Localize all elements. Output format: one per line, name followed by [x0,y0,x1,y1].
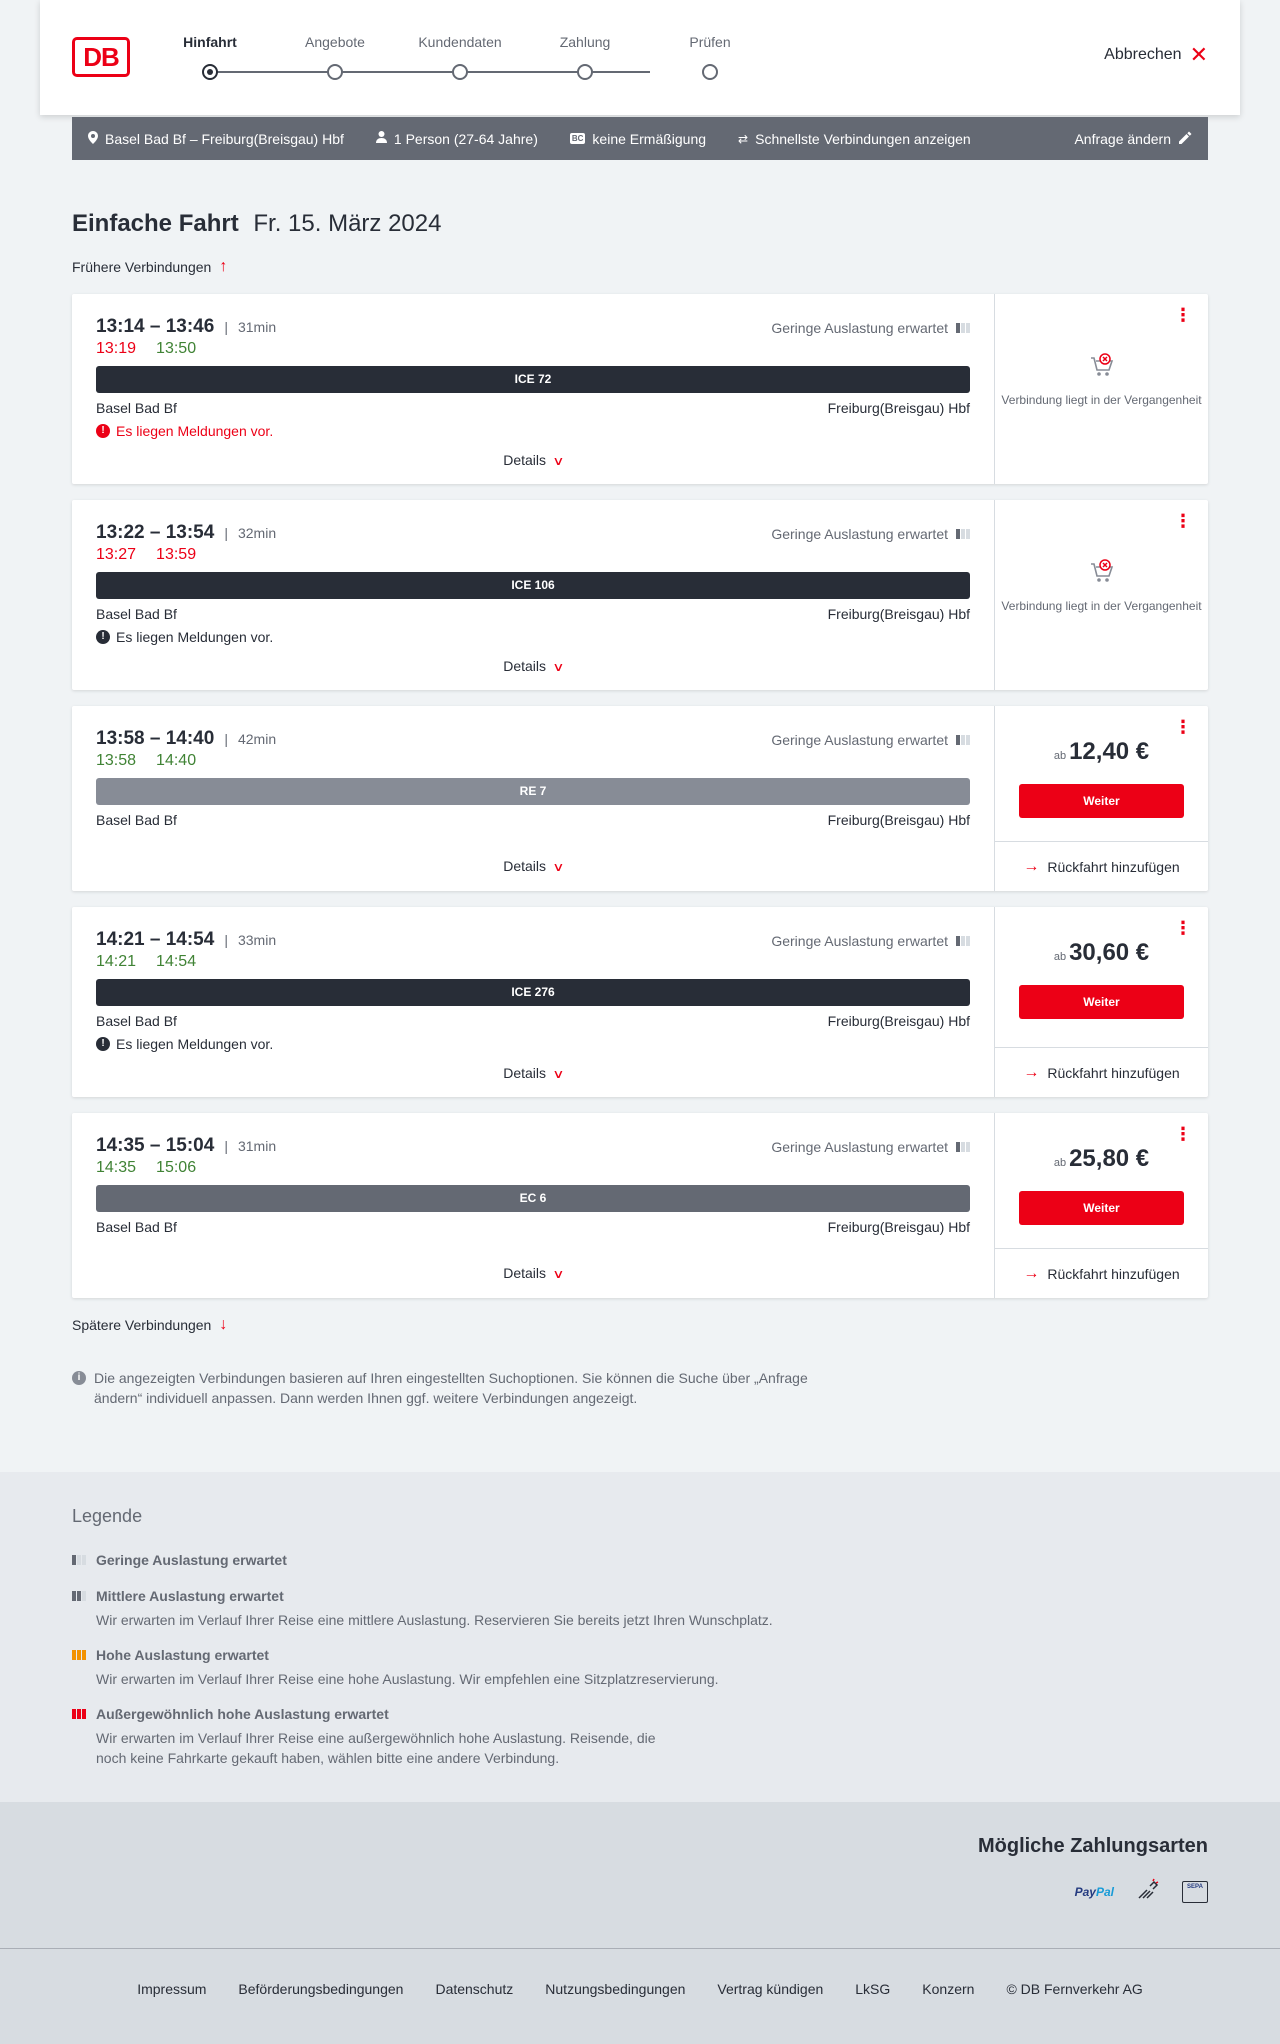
train-bar[interactable]: ICE 276 [96,979,970,1006]
edit-request-label: Anfrage ändern [1074,130,1171,147]
trip-type: Einfache Fahrt [72,210,239,237]
passengers-text: 1 Person (27-64 Jahre) [393,130,538,147]
header [40,0,1240,115]
train-bar[interactable]: ICE 106 [96,572,970,599]
step-label: Kundendaten [418,34,502,50]
bahncard-icon: BC [571,134,584,143]
footer-link-impressum[interactable]: Impressum [137,1981,207,1997]
message-text: Es liegen Meldungen vor. [116,423,274,439]
arrow-right-icon: → [1023,857,1040,875]
step-hinfahrt [160,34,260,80]
offer-panel [994,294,1208,484]
add-return-trip-link[interactable] [995,841,1208,891]
occupancy-text: Geringe Auslastung erwartet [771,933,948,949]
later-label: Spätere Verbindungen [72,1317,212,1333]
realtime-arrival: 13:50 [156,340,197,357]
occupancy-medium-icon [72,1591,86,1601]
close-icon: ✕ [1189,42,1208,67]
duration: 42min [237,731,277,747]
more-options-icon[interactable]: ⋮ [1174,511,1192,531]
occupancy-info [771,1139,970,1155]
train-bar[interactable]: ICE 72 [96,366,970,393]
connection-times: 13:58 – 14:40 | 42min [96,728,277,749]
legend-section [0,1472,1280,1802]
legend-item-medium [72,1588,872,1630]
connection-details[interactable] [72,706,994,891]
legend-item-low [72,1552,872,1568]
credit-card-icon [1136,1878,1160,1905]
realtime-departure: 14:21 [96,953,137,970]
chevron-down-icon: ∨ [552,660,565,674]
continue-button[interactable]: Weiter [1019,784,1184,818]
step-label: Prüfen [689,34,731,50]
planned-times: 14:35 – 15:04 [96,1135,215,1156]
legend-label: Hohe Auslastung erwartet [96,1647,269,1663]
connection-card [72,1113,1208,1298]
paypal-text-1: Pay [1074,1884,1096,1899]
occupancy-info [771,732,970,748]
info-icon: i [72,1371,86,1385]
occupancy-info [771,933,970,949]
legend-description: Wir erwarten im Verlauf Ihrer Reise eine hohe Auslastung. Wir empfehlen eine Sitzplatzreservierung. [96,1671,719,1687]
realtime-departure: 13:19 [96,340,137,357]
origin-station: Basel Bad Bf [96,812,177,828]
origin-station: Basel Bad Bf [96,1219,177,1235]
details-toggle[interactable] [72,658,994,674]
footer-link-vertrag-kuendigen[interactable]: Vertrag kündigen [717,1981,824,1997]
step-dot [452,64,468,80]
realtime-times [96,1159,216,1177]
more-options-icon[interactable]: ⋮ [1174,305,1192,325]
realtime-arrival: 15:06 [156,1159,197,1176]
legend-item-extreme [72,1706,672,1768]
train-bar[interactable]: RE 7 [96,778,970,805]
disruption-message [96,629,273,645]
occupancy-low-icon [956,323,970,333]
continue-button[interactable]: Weiter [1019,985,1184,1019]
origin-station: Basel Bad Bf [96,606,177,622]
step-dot [577,64,593,80]
connection-details[interactable] [72,500,994,690]
occupancy-low-icon [72,1555,86,1565]
price [995,939,1208,967]
legend-item-high [72,1647,872,1689]
occupancy-info [771,526,970,542]
connection-details[interactable] [72,294,994,484]
price-value: 25,80 € [1069,1145,1150,1172]
details-label: Details [503,452,546,468]
alert-icon: ! [96,1037,110,1051]
details-toggle[interactable] [72,1265,994,1281]
payment-icons [1075,1878,1208,1905]
planned-times: 13:22 – 13:54 [96,522,215,543]
duration: 31min [237,319,277,335]
paypal-icon [1075,1885,1114,1899]
occupancy-low-icon [956,936,970,946]
legend-description: Wir erwarten im Verlauf Ihrer Reise eine mittlere Auslastung. Reservieren Sie bereits jetzt Ihren Wunschplatz. [96,1612,773,1628]
search-info-note [72,1368,852,1408]
connection-card [72,500,1208,690]
past-connection-notice [995,558,1208,614]
more-options-icon[interactable]: ⋮ [1174,918,1192,938]
price [995,738,1208,766]
payment-title: Mögliche Zahlungsarten [977,1835,1208,1857]
continue-button[interactable]: Weiter [1019,1191,1184,1225]
step-pruefen [660,34,760,80]
occupancy-low-icon [956,529,970,539]
message-text: Es liegen Meldungen vor. [116,629,274,645]
disruption-message [96,1036,273,1052]
destination-station: Freiburg(Breisgau) Hbf [827,606,970,622]
offer-panel [994,500,1208,690]
copyright: © DB Fernverkehr AG [1006,1981,1143,1997]
alert-icon: ! [96,630,110,644]
edit-request-button[interactable] [1074,131,1192,147]
step-zahlung [535,34,635,80]
occupancy-high-icon [72,1650,86,1660]
location-pin-icon [88,131,98,147]
arrow-right-icon: → [1023,1063,1040,1081]
route-text: Basel Bad Bf – Freiburg(Breisgau) Hbf [105,130,344,147]
details-label: Details [503,1065,546,1081]
trip-date: Fr. 15. März 2024 [253,210,442,237]
add-return-trip-link[interactable] [995,1047,1208,1097]
destination-station: Freiburg(Breisgau) Hbf [827,1219,970,1235]
occupancy-info [771,320,970,336]
legend-head [72,1588,872,1604]
cart-unavailable-icon [1088,352,1116,380]
details-toggle[interactable] [72,858,994,874]
footer-link-nutzungsbedingungen[interactable]: Nutzungsbedingungen [545,1981,686,1997]
chevron-down-icon: ∨ [552,1267,565,1281]
arrow-right-icon: → [1023,1264,1040,1282]
planned-times: 14:21 – 14:54 [96,929,215,950]
realtime-arrival: 13:59 [156,546,197,563]
db-logo[interactable]: DB [72,37,130,77]
legend-description: Wir erwarten im Verlauf Ihrer Reise eine außergewöhnlich hohe Auslastung. Reisende, die noch keine Fahrkarte gekauft haben, wählen bitte eine andere Verbindung. [96,1730,656,1766]
connection-details[interactable] [72,1113,994,1298]
footer [0,1948,1280,2044]
realtime-times [96,752,216,770]
step-dot-active [202,64,218,80]
duration: 33min [237,932,277,948]
realtime-times [96,546,216,564]
paypal-text-2: Pal [1095,1884,1114,1899]
realtime-arrival: 14:54 [156,953,197,970]
duration: 31min [237,1138,277,1154]
chevron-down-icon: ∨ [552,860,565,874]
pencil-icon [1179,131,1192,147]
cart-unavailable-icon [1088,558,1116,586]
later-connections-link[interactable] [72,1316,227,1334]
occupancy-text: Geringe Auslastung erwartet [771,526,948,542]
price-prefix: ab [1053,951,1067,963]
footer-link-konzern[interactable]: Konzern [922,1981,975,1997]
destination-station: Freiburg(Breisgau) Hbf [827,400,970,416]
search-summary-bar [72,117,1208,160]
legend-label: Außergewöhnlich hohe Auslastung erwartet [96,1706,389,1722]
step-angebote [285,34,385,80]
price-prefix: ab [1053,1157,1067,1169]
legend-label: Mittlere Auslastung erwartet [96,1588,284,1604]
step-label: Zahlung [559,34,611,50]
legend-label: Geringe Auslastung erwartet [96,1552,287,1568]
occupancy-low-icon [956,1142,970,1152]
connection-card [72,294,1208,484]
more-options-icon[interactable]: ⋮ [1174,1124,1192,1144]
past-text: Verbindung liegt in der Vergangenheit [1001,393,1202,407]
sepa-direct-debit-icon: SEPA [1182,1881,1208,1903]
offer-panel [994,706,1208,891]
step-kundendaten [410,34,510,80]
offer-panel [994,907,1208,1097]
legend-head [72,1552,872,1568]
realtime-arrival: 14:40 [156,752,197,769]
step-label: Angebote [305,34,365,50]
return-label: Rückfahrt hinzufügen [1047,1064,1180,1081]
connection-card [72,706,1208,891]
details-label: Details [503,658,546,674]
occupancy-text: Geringe Auslastung erwartet [771,320,948,336]
footer-link-datenschutz[interactable]: Datenschutz [435,1981,514,1997]
disruption-message [96,423,273,439]
summary-passengers [376,131,538,147]
swap-arrows-icon: ⇄ [738,131,749,146]
offer-panel [994,1113,1208,1298]
past-text: Verbindung liegt in der Vergangenheit [1001,599,1202,613]
occupancy-extreme-icon [72,1709,86,1719]
details-toggle[interactable] [72,452,994,468]
arrow-down-icon: ↓ [219,1316,228,1333]
planned-times: 13:14 – 13:46 [96,316,215,337]
origin-station: Basel Bad Bf [96,1013,177,1029]
connection-times: 13:22 – 13:54 | 32min [96,522,277,543]
booking-stepper [170,34,731,84]
realtime-times [96,953,216,971]
connection-times: 14:35 – 15:04 | 31min [96,1135,277,1156]
summary-fastest [738,131,971,147]
details-label: Details [503,858,546,874]
return-label: Rückfahrt hinzufügen [1047,1265,1180,1282]
connection-details[interactable] [72,907,994,1097]
message-text: Es liegen Meldungen vor. [116,1036,274,1052]
alert-icon: ! [96,424,110,438]
step-label: Hinfahrt [183,34,237,50]
connection-times: 14:21 – 14:54 | 33min [96,929,277,950]
origin-station: Basel Bad Bf [96,400,177,416]
train-bar[interactable]: EC 6 [96,1185,970,1212]
occupancy-text: Geringe Auslastung erwartet [771,1139,948,1155]
destination-station: Freiburg(Breisgau) Hbf [827,812,970,828]
summary-discount [570,131,706,147]
info-text: Die angezeigten Verbindungen basieren auf Ihren eingestellten Suchoptionen. Sie können die Suche über „Anfrage ändern“ individuell anpassen. Dann werden Ihnen ggf. weitere Verbindungen angezeigt. [94,1370,808,1406]
realtime-departure: 14:35 [96,1159,137,1176]
footer-link-befoerderungsbedingungen[interactable]: Beförderungsbedingungen [238,1981,404,1997]
add-return-trip-link[interactable] [995,1248,1208,1298]
past-connection-notice [995,352,1208,408]
payment-methods-section [0,1802,1280,1948]
arrow-up-icon: ↑ [219,258,228,275]
connection-card [72,907,1208,1097]
price-value: 30,60 € [1069,939,1150,966]
footer-link-lksg[interactable]: LkSG [855,1981,891,1997]
legend-head [72,1647,872,1663]
return-label: Rückfahrt hinzufügen [1047,858,1180,875]
legend-head [72,1706,672,1722]
details-label: Details [503,1265,546,1281]
details-toggle[interactable] [72,1065,994,1081]
destination-station: Freiburg(Breisgau) Hbf [827,1013,970,1029]
occupancy-low-icon [956,735,970,745]
earlier-label: Frühere Verbindungen [72,259,212,275]
footer-links [0,1981,1280,1997]
chevron-down-icon: ∨ [552,454,565,468]
step-dot [702,64,718,80]
price-value: 12,40 € [1069,738,1150,765]
occupancy-text: Geringe Auslastung erwartet [771,732,948,748]
step-dot [327,64,343,80]
price-prefix: ab [1053,750,1067,762]
chevron-down-icon: ∨ [552,1067,565,1081]
connection-times: 13:14 – 13:46 | 31min [96,316,277,337]
summary-route [88,131,344,147]
realtime-times [96,340,216,358]
fastest-text: Schnellste Verbindungen anzeigen [755,130,971,147]
more-options-icon[interactable]: ⋮ [1174,717,1192,737]
cancel-button[interactable] [1104,42,1208,67]
person-icon [376,131,387,146]
price [995,1145,1208,1173]
earlier-connections-link[interactable] [72,258,227,276]
discount-text: keine Ermäßigung [592,130,707,147]
cancel-label: Abbrechen [1104,46,1182,63]
planned-times: 13:58 – 14:40 [96,728,215,749]
page-title [72,210,441,238]
duration: 32min [237,525,277,541]
realtime-departure: 13:27 [96,546,137,563]
realtime-departure: 13:58 [96,752,137,769]
legend-title: Legende [72,1506,143,1526]
